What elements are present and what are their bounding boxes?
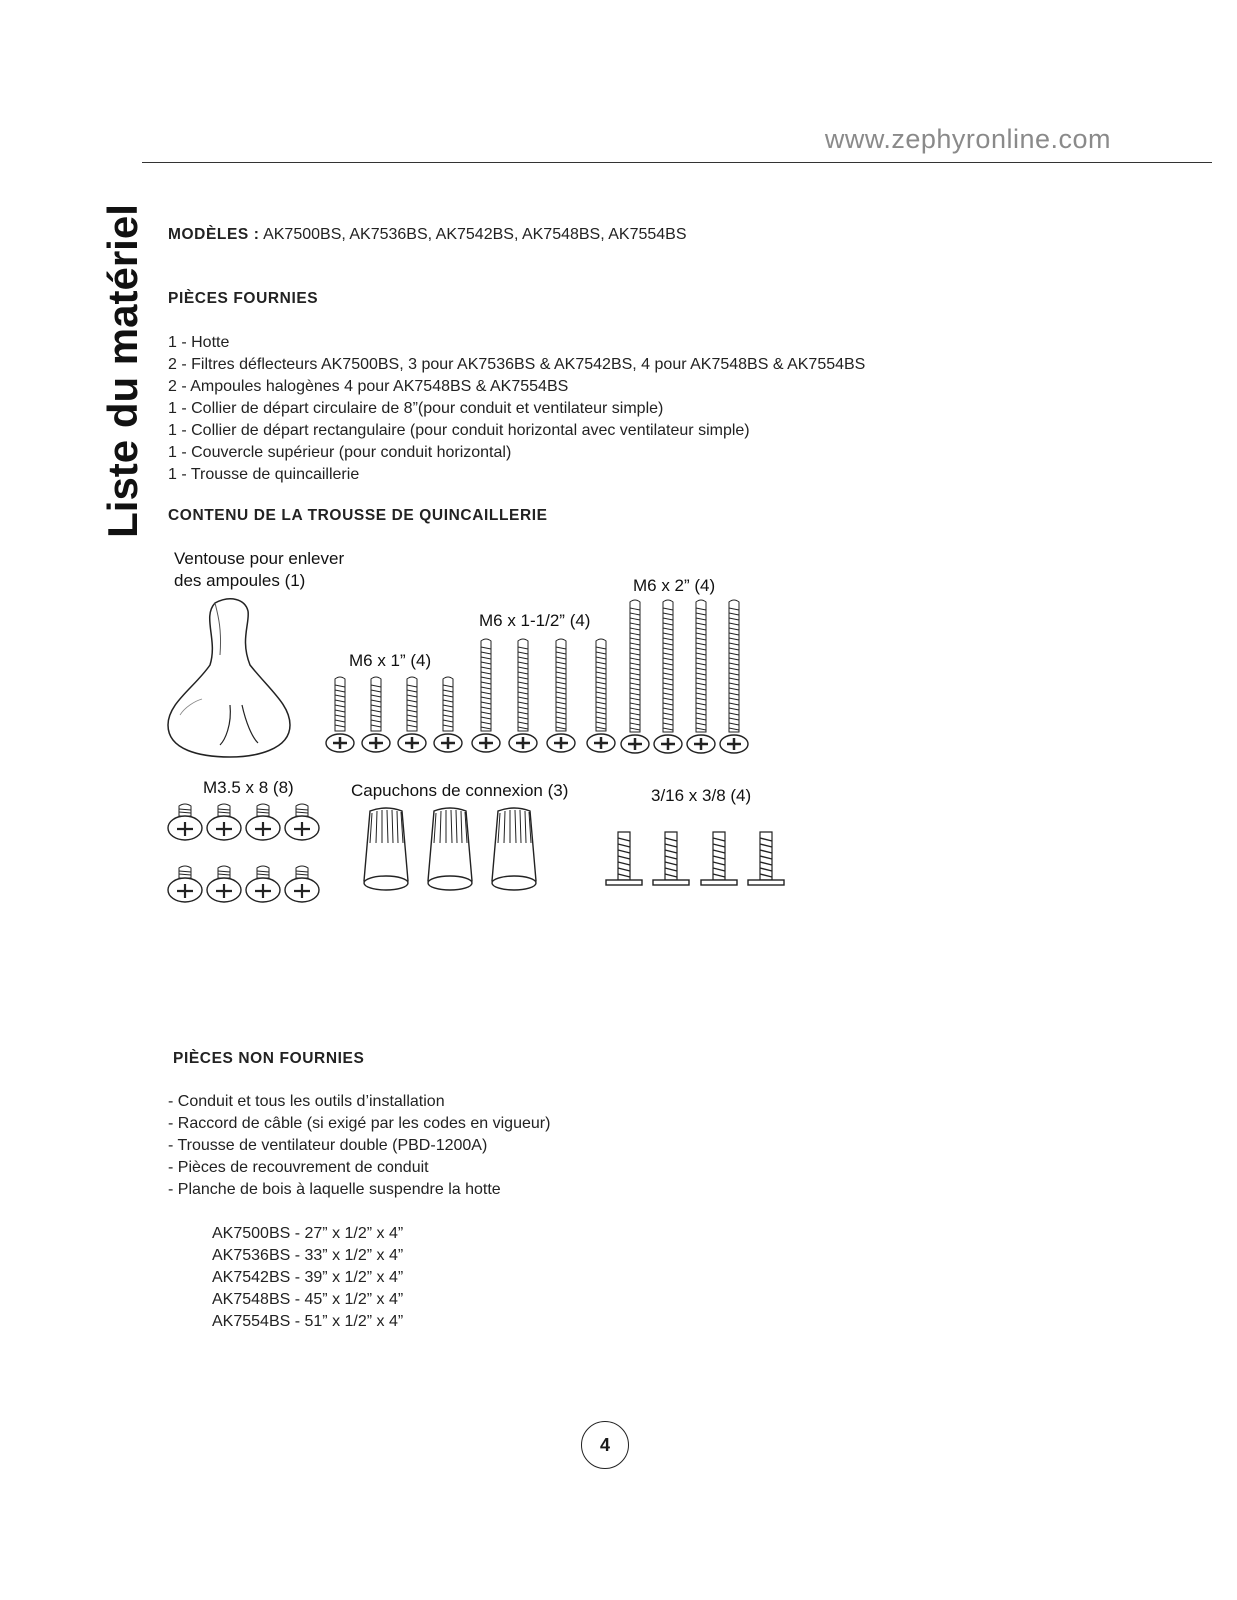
m35x8-label: M3.5 x 8 (8): [203, 778, 294, 797]
supplied-item: 1 - Collier de départ circulaire de 8”(pour conduit et ventilateur simple): [168, 400, 664, 417]
bolt-label: 3/16 x 3/8 (4): [651, 786, 752, 805]
not-supplied-item: - Raccord de câble (si exigé par les codes en vigueur): [168, 1115, 551, 1132]
website-url: www.zephyronline.com: [824, 124, 1111, 154]
models-label: MODÈLES :: [168, 226, 260, 243]
suction-cup-label-1: Ventouse pour enlever: [174, 549, 345, 568]
models-value: AK7500BS, AK7536BS, AK7542BS, AK7548BS, AK7554BS: [263, 226, 687, 243]
models-line: [168, 226, 687, 244]
m35x8-screw-icon: [166, 802, 326, 910]
not-supplied-item: - Planche de bois à laquelle suspendre la hotte: [168, 1181, 501, 1198]
supplied-item: 1 - Hotte: [168, 334, 230, 351]
not-supplied-item: - Pièces de recouvrement de conduit: [168, 1159, 429, 1176]
side-title: Liste du matériel: [99, 204, 146, 538]
supplied-heading: PIÈCES FOURNIES: [168, 290, 319, 307]
board-size: AK7554BS - 51” x 1/2” x 4”: [212, 1313, 404, 1330]
header-rule: [142, 162, 1212, 163]
m6x1-label: M6 x 1” (4): [349, 651, 432, 670]
caps-label: Capuchons de connexion (3): [351, 781, 569, 800]
supplied-item: 1 - Collier de départ rectangulaire (pour conduit horizontal avec ventilateur simple): [168, 422, 750, 439]
supplied-item: 1 - Trousse de quincaillerie: [168, 466, 360, 483]
m6x2-screw-icon: [620, 598, 760, 756]
hardware-heading: CONTENU DE LA TROUSSE DE QUINCAILLERIE: [168, 507, 548, 524]
board-size: AK7500BS - 27” x 1/2” x 4”: [212, 1225, 404, 1242]
board-size: AK7536BS - 33” x 1/2” x 4”: [212, 1247, 404, 1264]
m6x15-label: M6 x 1-1/2” (4): [479, 611, 591, 630]
not-supplied-item: - Trousse de ventilateur double (PBD-1200A): [168, 1137, 488, 1154]
m6x1-screw-icon: [325, 675, 461, 755]
suction-cup-icon: [160, 595, 300, 765]
board-size: AK7548BS - 45” x 1/2” x 4”: [212, 1291, 404, 1308]
supplied-item: 1 - Couvercle supérieur (pour conduit horizontal): [168, 444, 512, 461]
m6x15-screw-icon: [471, 637, 611, 755]
supplied-item: 2 - Filtres déflecteurs AK7500BS, 3 pour AK7536BS & AK7542BS, 4 pour AK7548BS & AK7554BS: [168, 356, 866, 373]
side-title-container: [98, 204, 148, 538]
supplied-item: 2 - Ampoules halogènes 4 pour AK7548BS & AK7554BS: [168, 378, 569, 395]
suction-cup-label-2: des ampoules (1): [174, 571, 306, 590]
not-supplied-item: - Conduit et tous les outils d’installation: [168, 1093, 445, 1110]
page-number: 4: [581, 1421, 629, 1469]
wire-cap-icon: [356, 805, 556, 897]
bolt-icon: [606, 830, 788, 888]
not-supplied-heading: PIÈCES NON FOURNIES: [173, 1050, 365, 1067]
m6x2-label: M6 x 2” (4): [633, 576, 716, 595]
board-size: AK7542BS - 39” x 1/2” x 4”: [212, 1269, 404, 1286]
